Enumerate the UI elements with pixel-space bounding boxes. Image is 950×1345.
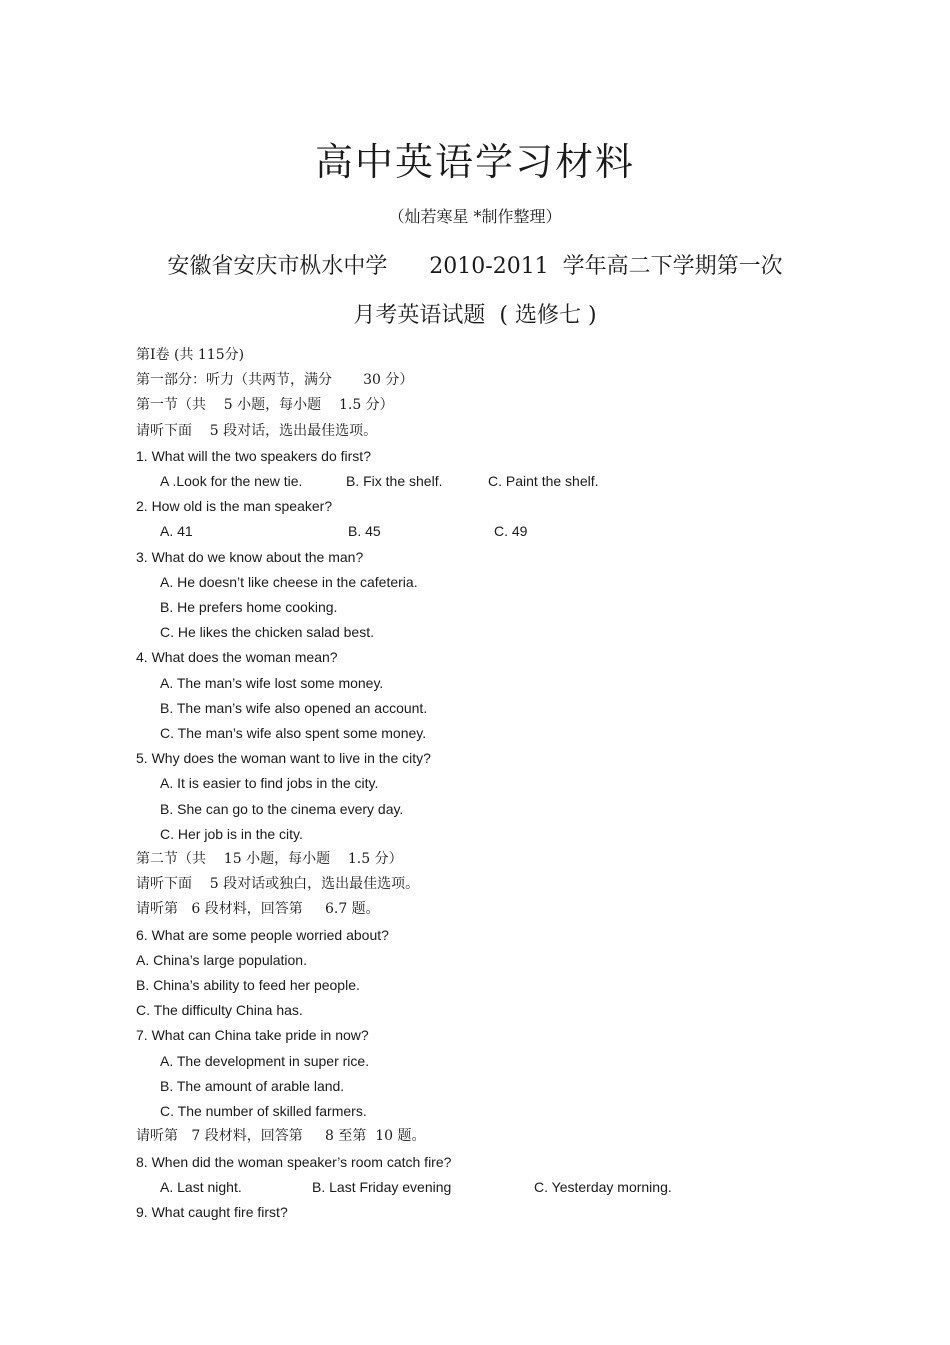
instruction: 请听下面 5 段对话或独白，选出最佳选项。 — [136, 876, 420, 893]
question-5: 5. Why does the woman want to live in the city? — [136, 750, 431, 767]
section-header: 第一节（共 5 小题，每小题 1.5 分） — [136, 397, 394, 414]
option: C. The man’s wife also spent some money. — [160, 725, 427, 742]
option: C. Yesterday morning. — [534, 1178, 672, 1195]
page-title: 高中英语学习材料 — [314, 140, 635, 184]
part-header: 第一部分：听力（共两节，满分 30 分） — [136, 372, 414, 389]
question-1: 1. What will the two speakers do first? — [136, 447, 371, 464]
option: B. Last Friday evening — [312, 1178, 452, 1195]
option: A. The man’s wife lost some money. — [160, 674, 384, 691]
option: C. 49 — [494, 523, 528, 540]
instruction: 请听下面 5 段对话，选出最佳选项。 — [136, 422, 378, 439]
question-2-options — [136, 519, 836, 544]
option: C. The difficulty China has. — [136, 1002, 303, 1019]
option: B. China’s ability to feed her people. — [136, 977, 360, 994]
question-8: 8. When did the woman speaker’s room catch fire? — [136, 1153, 452, 1170]
question-9: 9. What caught fire first? — [136, 1203, 288, 1220]
exam-heading-line2: 月考英语试题 ( 选修七 ) — [353, 303, 597, 328]
option: B. 45 — [348, 523, 381, 540]
option: A. The development in super rice. — [160, 1052, 370, 1069]
option: B. Fix the shelf. — [346, 473, 443, 490]
question-1-options — [136, 469, 836, 494]
question-2: 2. How old is the man speaker? — [136, 498, 333, 515]
option: C. Paint the shelf. — [488, 473, 599, 490]
volume-header: 第Ⅰ卷 (共 115分) — [136, 347, 245, 363]
exam-heading-line1: 安徽省安庆市枞水中学 2010-2011 学年高二下学期第一次 — [167, 254, 783, 279]
question-3: 3. What do we know about the man? — [136, 548, 364, 565]
option: C. He likes the chicken salad best. — [160, 624, 374, 641]
option: A. China’s large population. — [136, 951, 307, 968]
option: B. The man’s wife also opened an account. — [160, 699, 428, 716]
option: A. 41 — [160, 523, 193, 540]
option: B. He prefers home cooking. — [160, 599, 338, 616]
question-7: 7. What can China take pride in now? — [136, 1027, 369, 1044]
option: C. The number of skilled farmers. — [160, 1103, 367, 1120]
option: A. It is easier to find jobs in the city. — [160, 775, 379, 792]
section-header: 第二节（共 15 小题，每小题 1.5 分） — [136, 851, 403, 868]
instruction: 请听第 7 段材料，回答第 8 至第 10 题。 — [136, 1128, 426, 1145]
question-6: 6. What are some people worried about? — [136, 926, 389, 943]
option: A. He doesn’t like cheese in the cafeteria. — [160, 573, 418, 590]
question-4: 4. What does the woman mean? — [136, 649, 338, 666]
option: C. Her job is in the city. — [160, 825, 303, 842]
option: B. The amount of arable land. — [160, 1077, 345, 1094]
option: A .Look for the new tie. — [160, 473, 303, 490]
page-subtitle: （灿若寒星 *制作整理） — [388, 207, 562, 226]
question-8-options — [136, 1175, 836, 1200]
option: B. She can go to the cinema every day. — [160, 800, 404, 817]
exam-content — [136, 343, 836, 1225]
instruction: 请听第 6 段材料，回答第 6.7 题。 — [136, 901, 380, 918]
option: A. Last night. — [160, 1178, 242, 1195]
